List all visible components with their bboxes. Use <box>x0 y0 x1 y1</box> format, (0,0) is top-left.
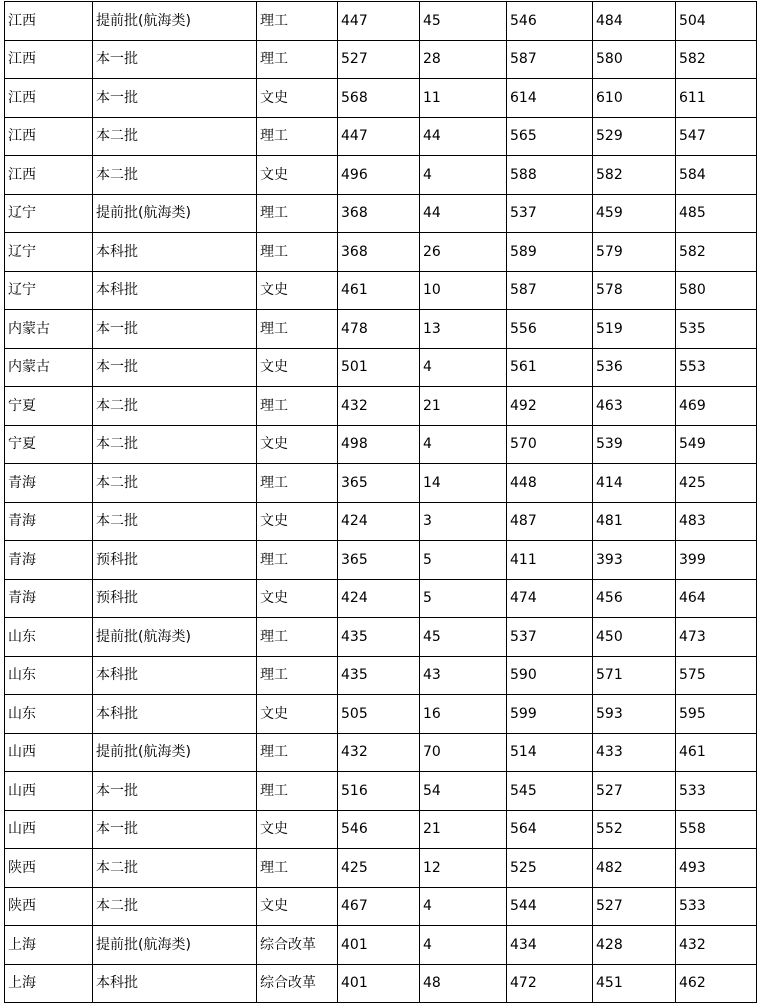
value-cell-4: 529 <box>593 117 676 156</box>
batch-cell: 本二批 <box>93 156 257 195</box>
province-cell: 辽宁 <box>5 194 93 233</box>
value-cell-2: 45 <box>420 618 507 657</box>
value-cell-4: 539 <box>593 425 676 464</box>
value-cell-1: 424 <box>338 579 420 618</box>
category-cell: 理工 <box>257 233 338 272</box>
admission-score-table <box>4 1 757 1003</box>
category-cell: 理工 <box>257 464 338 503</box>
category-cell: 理工 <box>257 117 338 156</box>
value-cell-5: 611 <box>676 79 757 118</box>
category-cell: 理工 <box>257 194 338 233</box>
province-cell: 宁夏 <box>5 387 93 426</box>
value-cell-2: 13 <box>420 310 507 349</box>
value-cell-2: 11 <box>420 79 507 118</box>
value-cell-4: 481 <box>593 502 676 541</box>
value-cell-2: 10 <box>420 271 507 310</box>
table-row <box>5 40 757 79</box>
value-cell-1: 447 <box>338 2 420 41</box>
value-cell-3: 434 <box>507 926 593 965</box>
value-cell-2: 70 <box>420 733 507 772</box>
value-cell-2: 21 <box>420 810 507 849</box>
value-cell-4: 463 <box>593 387 676 426</box>
value-cell-2: 3 <box>420 502 507 541</box>
value-cell-3: 587 <box>507 271 593 310</box>
value-cell-3: 561 <box>507 348 593 387</box>
province-cell: 青海 <box>5 579 93 618</box>
batch-cell: 提前批(航海类) <box>93 926 257 965</box>
table-row <box>5 348 757 387</box>
value-cell-5: 584 <box>676 156 757 195</box>
value-cell-5: 464 <box>676 579 757 618</box>
table-row <box>5 387 757 426</box>
table-row <box>5 964 757 1003</box>
value-cell-4: 593 <box>593 695 676 734</box>
value-cell-1: 467 <box>338 887 420 926</box>
table-row <box>5 464 757 503</box>
value-cell-2: 45 <box>420 2 507 41</box>
table-row <box>5 502 757 541</box>
province-cell: 上海 <box>5 964 93 1003</box>
category-cell: 理工 <box>257 387 338 426</box>
category-cell: 理工 <box>257 618 338 657</box>
value-cell-1: 435 <box>338 618 420 657</box>
value-cell-1: 435 <box>338 656 420 695</box>
table-row <box>5 887 757 926</box>
value-cell-4: 552 <box>593 810 676 849</box>
value-cell-2: 5 <box>420 579 507 618</box>
value-cell-3: 537 <box>507 194 593 233</box>
value-cell-3: 588 <box>507 156 593 195</box>
table-row <box>5 271 757 310</box>
batch-cell: 本二批 <box>93 464 257 503</box>
category-cell: 文史 <box>257 271 338 310</box>
category-cell: 综合改革 <box>257 926 338 965</box>
value-cell-2: 21 <box>420 387 507 426</box>
value-cell-4: 450 <box>593 618 676 657</box>
value-cell-3: 570 <box>507 425 593 464</box>
value-cell-1: 401 <box>338 964 420 1003</box>
table-row <box>5 618 757 657</box>
value-cell-4: 459 <box>593 194 676 233</box>
value-cell-5: 461 <box>676 733 757 772</box>
category-cell: 理工 <box>257 40 338 79</box>
value-cell-3: 599 <box>507 695 593 734</box>
value-cell-5: 582 <box>676 233 757 272</box>
value-cell-1: 498 <box>338 425 420 464</box>
province-cell: 辽宁 <box>5 271 93 310</box>
value-cell-3: 487 <box>507 502 593 541</box>
value-cell-2: 16 <box>420 695 507 734</box>
value-cell-4: 393 <box>593 541 676 580</box>
value-cell-2: 44 <box>420 117 507 156</box>
value-cell-5: 533 <box>676 887 757 926</box>
value-cell-5: 595 <box>676 695 757 734</box>
value-cell-1: 368 <box>338 233 420 272</box>
category-cell: 理工 <box>257 541 338 580</box>
value-cell-1: 478 <box>338 310 420 349</box>
value-cell-2: 26 <box>420 233 507 272</box>
batch-cell: 本科批 <box>93 695 257 734</box>
value-cell-1: 368 <box>338 194 420 233</box>
province-cell: 江西 <box>5 79 93 118</box>
category-cell: 综合改革 <box>257 964 338 1003</box>
value-cell-5: 432 <box>676 926 757 965</box>
value-cell-4: 519 <box>593 310 676 349</box>
value-cell-3: 545 <box>507 772 593 811</box>
value-cell-3: 565 <box>507 117 593 156</box>
value-cell-1: 546 <box>338 810 420 849</box>
value-cell-5: 493 <box>676 849 757 888</box>
value-cell-1: 365 <box>338 541 420 580</box>
province-cell: 内蒙古 <box>5 310 93 349</box>
value-cell-4: 428 <box>593 926 676 965</box>
batch-cell: 提前批(航海类) <box>93 618 257 657</box>
category-cell: 理工 <box>257 772 338 811</box>
value-cell-2: 12 <box>420 849 507 888</box>
value-cell-1: 505 <box>338 695 420 734</box>
value-cell-4: 456 <box>593 579 676 618</box>
value-cell-3: 514 <box>507 733 593 772</box>
value-cell-3: 525 <box>507 849 593 888</box>
category-cell: 文史 <box>257 348 338 387</box>
province-cell: 内蒙古 <box>5 348 93 387</box>
batch-cell: 本二批 <box>93 849 257 888</box>
batch-cell: 提前批(航海类) <box>93 194 257 233</box>
value-cell-3: 537 <box>507 618 593 657</box>
category-cell: 理工 <box>257 849 338 888</box>
batch-cell: 提前批(航海类) <box>93 733 257 772</box>
table-row <box>5 117 757 156</box>
province-cell: 山东 <box>5 695 93 734</box>
value-cell-5: 549 <box>676 425 757 464</box>
value-cell-3: 474 <box>507 579 593 618</box>
value-cell-5: 535 <box>676 310 757 349</box>
value-cell-4: 484 <box>593 2 676 41</box>
province-cell: 山西 <box>5 772 93 811</box>
value-cell-5: 483 <box>676 502 757 541</box>
table-row <box>5 2 757 41</box>
batch-cell: 本一批 <box>93 40 257 79</box>
category-cell: 理工 <box>257 656 338 695</box>
value-cell-4: 610 <box>593 79 676 118</box>
batch-cell: 本二批 <box>93 387 257 426</box>
province-cell: 江西 <box>5 156 93 195</box>
value-cell-5: 582 <box>676 40 757 79</box>
category-cell: 理工 <box>257 2 338 41</box>
batch-cell: 本一批 <box>93 310 257 349</box>
province-cell: 山东 <box>5 618 93 657</box>
province-cell: 陕西 <box>5 849 93 888</box>
batch-cell: 本一批 <box>93 348 257 387</box>
table-row <box>5 926 757 965</box>
value-cell-1: 425 <box>338 849 420 888</box>
value-cell-5: 580 <box>676 271 757 310</box>
value-cell-4: 579 <box>593 233 676 272</box>
province-cell: 山西 <box>5 733 93 772</box>
table-row <box>5 541 757 580</box>
category-cell: 文史 <box>257 579 338 618</box>
province-cell: 青海 <box>5 541 93 580</box>
value-cell-5: 425 <box>676 464 757 503</box>
category-cell: 理工 <box>257 310 338 349</box>
value-cell-1: 424 <box>338 502 420 541</box>
batch-cell: 本科批 <box>93 656 257 695</box>
batch-cell: 本科批 <box>93 964 257 1003</box>
province-cell: 上海 <box>5 926 93 965</box>
province-cell: 宁夏 <box>5 425 93 464</box>
batch-cell: 本科批 <box>93 233 257 272</box>
batch-cell: 本一批 <box>93 79 257 118</box>
value-cell-5: 553 <box>676 348 757 387</box>
value-cell-4: 578 <box>593 271 676 310</box>
value-cell-5: 533 <box>676 772 757 811</box>
category-cell: 文史 <box>257 79 338 118</box>
value-cell-2: 14 <box>420 464 507 503</box>
table-row <box>5 310 757 349</box>
value-cell-2: 4 <box>420 926 507 965</box>
table-row <box>5 733 757 772</box>
table-row <box>5 849 757 888</box>
value-cell-1: 527 <box>338 40 420 79</box>
value-cell-3: 544 <box>507 887 593 926</box>
value-cell-3: 492 <box>507 387 593 426</box>
province-cell: 辽宁 <box>5 233 93 272</box>
table-row <box>5 425 757 464</box>
value-cell-3: 411 <box>507 541 593 580</box>
table-row <box>5 772 757 811</box>
value-cell-1: 496 <box>338 156 420 195</box>
table-row <box>5 656 757 695</box>
batch-cell: 本二批 <box>93 425 257 464</box>
value-cell-4: 582 <box>593 156 676 195</box>
batch-cell: 本一批 <box>93 810 257 849</box>
table-row <box>5 233 757 272</box>
value-cell-4: 527 <box>593 887 676 926</box>
category-cell: 理工 <box>257 733 338 772</box>
value-cell-1: 501 <box>338 348 420 387</box>
value-cell-4: 433 <box>593 733 676 772</box>
value-cell-3: 614 <box>507 79 593 118</box>
value-cell-2: 4 <box>420 887 507 926</box>
value-cell-4: 571 <box>593 656 676 695</box>
value-cell-5: 558 <box>676 810 757 849</box>
batch-cell: 预科批 <box>93 579 257 618</box>
value-cell-2: 28 <box>420 40 507 79</box>
batch-cell: 本一批 <box>93 772 257 811</box>
table-row <box>5 695 757 734</box>
category-cell: 文史 <box>257 156 338 195</box>
value-cell-1: 447 <box>338 117 420 156</box>
value-cell-1: 461 <box>338 271 420 310</box>
value-cell-3: 448 <box>507 464 593 503</box>
value-cell-1: 401 <box>338 926 420 965</box>
value-cell-2: 5 <box>420 541 507 580</box>
value-cell-3: 589 <box>507 233 593 272</box>
table-body <box>5 2 757 1003</box>
category-cell: 文史 <box>257 695 338 734</box>
value-cell-4: 580 <box>593 40 676 79</box>
value-cell-3: 556 <box>507 310 593 349</box>
value-cell-2: 4 <box>420 156 507 195</box>
value-cell-5: 575 <box>676 656 757 695</box>
category-cell: 文史 <box>257 887 338 926</box>
table-row <box>5 194 757 233</box>
value-cell-5: 547 <box>676 117 757 156</box>
value-cell-1: 365 <box>338 464 420 503</box>
value-cell-1: 432 <box>338 733 420 772</box>
table-row <box>5 156 757 195</box>
batch-cell: 提前批(航海类) <box>93 2 257 41</box>
batch-cell: 本科批 <box>93 271 257 310</box>
province-cell: 江西 <box>5 2 93 41</box>
category-cell: 文史 <box>257 502 338 541</box>
value-cell-2: 44 <box>420 194 507 233</box>
value-cell-3: 590 <box>507 656 593 695</box>
value-cell-2: 48 <box>420 964 507 1003</box>
value-cell-2: 43 <box>420 656 507 695</box>
category-cell: 文史 <box>257 810 338 849</box>
province-cell: 青海 <box>5 464 93 503</box>
province-cell: 江西 <box>5 117 93 156</box>
table-row <box>5 79 757 118</box>
batch-cell: 本二批 <box>93 887 257 926</box>
value-cell-3: 564 <box>507 810 593 849</box>
batch-cell: 本二批 <box>93 502 257 541</box>
table-row <box>5 810 757 849</box>
value-cell-2: 4 <box>420 425 507 464</box>
value-cell-1: 432 <box>338 387 420 426</box>
value-cell-5: 399 <box>676 541 757 580</box>
value-cell-4: 414 <box>593 464 676 503</box>
value-cell-5: 504 <box>676 2 757 41</box>
batch-cell: 预科批 <box>93 541 257 580</box>
value-cell-4: 536 <box>593 348 676 387</box>
value-cell-3: 472 <box>507 964 593 1003</box>
value-cell-4: 527 <box>593 772 676 811</box>
value-cell-5: 469 <box>676 387 757 426</box>
value-cell-4: 482 <box>593 849 676 888</box>
value-cell-1: 516 <box>338 772 420 811</box>
value-cell-3: 587 <box>507 40 593 79</box>
province-cell: 山东 <box>5 656 93 695</box>
value-cell-1: 568 <box>338 79 420 118</box>
table-row <box>5 579 757 618</box>
value-cell-5: 473 <box>676 618 757 657</box>
province-cell: 山西 <box>5 810 93 849</box>
batch-cell: 本二批 <box>93 117 257 156</box>
category-cell: 文史 <box>257 425 338 464</box>
value-cell-5: 462 <box>676 964 757 1003</box>
province-cell: 江西 <box>5 40 93 79</box>
value-cell-3: 546 <box>507 2 593 41</box>
value-cell-2: 54 <box>420 772 507 811</box>
province-cell: 陕西 <box>5 887 93 926</box>
value-cell-5: 485 <box>676 194 757 233</box>
value-cell-4: 451 <box>593 964 676 1003</box>
value-cell-2: 4 <box>420 348 507 387</box>
province-cell: 青海 <box>5 502 93 541</box>
